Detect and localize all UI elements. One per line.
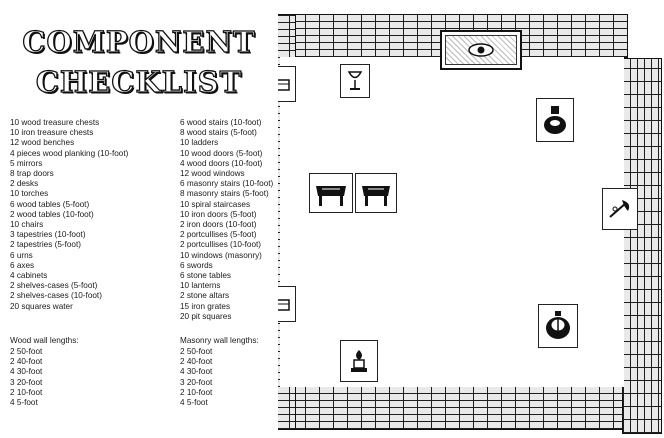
list-item: 6 masonry stairs (10-foot) bbox=[180, 179, 274, 189]
list-item: 3 20-foot bbox=[180, 377, 213, 387]
list-item: 10 spiral staircases bbox=[180, 199, 251, 209]
list-item: 8 trap doors bbox=[10, 169, 54, 179]
bottom-stone-wall bbox=[276, 386, 628, 430]
goblet-icon bbox=[340, 64, 370, 98]
altar-icon bbox=[340, 340, 378, 382]
list-item: 5 mirrors bbox=[10, 158, 43, 168]
list-item: 10 wood treasure chests bbox=[10, 118, 100, 127]
list-item: 6 wood tables (5-foot) bbox=[10, 199, 90, 209]
list-item: 2 portcullises (10-foot) bbox=[180, 240, 261, 250]
list-item: 8 wood stairs (5-foot) bbox=[180, 128, 257, 138]
list-item: 10 iron doors (5-foot) bbox=[180, 209, 257, 219]
dungeon-map bbox=[260, 0, 664, 438]
table-icon bbox=[355, 173, 397, 213]
masonry-wall-heading: Masonry wall lengths: bbox=[180, 336, 259, 345]
list-item: 3 tapestries (10-foot) bbox=[10, 230, 86, 240]
list-item: 10 wood doors (5-foot) bbox=[180, 148, 263, 158]
list-item: 12 wood benches bbox=[10, 138, 75, 148]
list-item: 6 axes bbox=[10, 260, 35, 270]
tapestry-icon bbox=[440, 30, 522, 70]
list-item: 2 40-foot bbox=[180, 357, 213, 367]
list-item: 2 portcullises (5-foot) bbox=[180, 230, 257, 240]
list-item: 6 stone tables bbox=[180, 271, 231, 281]
list-item: 2 50-foot bbox=[10, 347, 43, 356]
list-item: 10 windows (masonry) bbox=[180, 250, 262, 260]
list-item: 4 30-foot bbox=[180, 367, 213, 377]
title-line-2: CHECKLIST bbox=[35, 65, 243, 99]
list-item: 2 shelves-cases (5-foot) bbox=[10, 281, 98, 291]
list-item: 4 5-foot bbox=[10, 398, 38, 408]
list-item: 10 chairs bbox=[10, 220, 44, 230]
list-item: 20 pit squares bbox=[180, 311, 232, 321]
list-item: 6 urns bbox=[10, 250, 33, 260]
list-item: 2 desks bbox=[10, 179, 39, 189]
list-item: 10 iron treasure chests bbox=[10, 128, 94, 138]
table-icon bbox=[309, 173, 353, 213]
list-item: 4 30-foot bbox=[10, 367, 43, 377]
masonry-wall-list bbox=[180, 347, 212, 408]
wood-wall-list bbox=[10, 347, 42, 408]
list-item: 10 ladders bbox=[180, 138, 219, 148]
list-item: 2 tapestries (5-foot) bbox=[10, 240, 81, 250]
list-item: 20 squares water bbox=[10, 301, 73, 311]
title-line-1: COMPONENT bbox=[22, 25, 256, 59]
list-item: 4 5-foot bbox=[180, 398, 208, 408]
list-item: 2 10-foot bbox=[10, 387, 43, 397]
list-item: 12 wood windows bbox=[180, 169, 245, 179]
list-item: 8 masonry stairs (5-foot) bbox=[180, 189, 269, 199]
urn-icon bbox=[536, 98, 574, 142]
component-list-left bbox=[10, 118, 128, 312]
list-item: 4 wood doors (10-foot) bbox=[180, 158, 263, 168]
wood-wall-heading: Wood wall lengths: bbox=[10, 336, 79, 345]
list-item: 2 wood tables (10-foot) bbox=[10, 209, 94, 219]
list-item: 2 40-foot bbox=[10, 357, 43, 367]
list-item: 2 50-foot bbox=[180, 347, 213, 356]
list-item: 3 20-foot bbox=[10, 377, 43, 387]
list-item: 6 swords bbox=[180, 260, 213, 270]
lantern-icon bbox=[538, 304, 578, 348]
axe-icon bbox=[602, 188, 638, 230]
list-item: 4 cabinets bbox=[10, 271, 48, 281]
list-item: 4 pieces wood planking (10-foot) bbox=[10, 148, 129, 158]
list-item: 2 shelves-cases (10-foot) bbox=[10, 291, 102, 301]
list-item: 15 iron grates bbox=[180, 301, 231, 311]
list-item: 10 torches bbox=[10, 189, 49, 199]
list-item: 6 wood stairs (10-foot) bbox=[180, 118, 262, 127]
list-item: 2 iron doors (10-foot) bbox=[180, 220, 257, 230]
component-list-right bbox=[180, 118, 273, 322]
list-item: 2 10-foot bbox=[180, 387, 213, 397]
list-item: 10 lanterns bbox=[180, 281, 221, 291]
list-item: 2 stone altars bbox=[180, 291, 230, 301]
checklist-panel bbox=[0, 0, 278, 438]
right-stone-wall bbox=[622, 58, 662, 434]
